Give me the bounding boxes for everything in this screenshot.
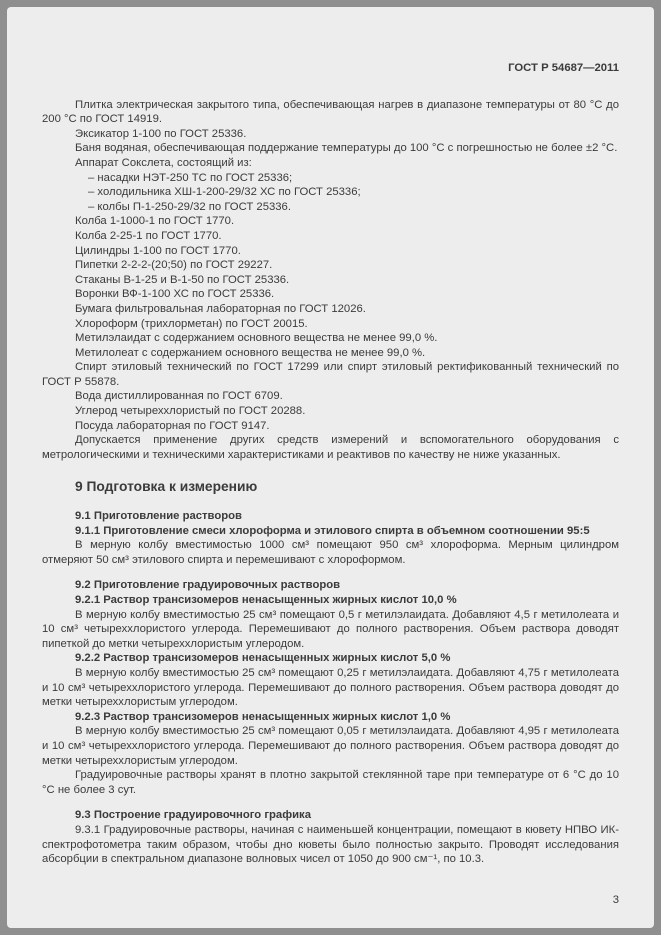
- paragraph: Метилэлаидат с содержанием основного вещества не менее 99,0 %.: [75, 332, 438, 345]
- paragraph: Градуировочные растворы хранят в плотно закрытой стеклянной таре при температуре от 6 °С до 10 °С не более 3 сут.: [42, 769, 619, 796]
- paragraph: Аппарат Сокслета, состоящий из:: [75, 156, 252, 169]
- clause-heading: 9.2.3 Раствор трансизомеров ненасыщенных жирных кислот 1,0 %: [75, 710, 451, 723]
- paragraph: В мерную колбу вместимостью 1000 см³ помещают 950 см³ хлороформа. Мерным цилиндром отмеряют 50 см³ этилового спирта и перемешивают с хлороформом.: [42, 539, 619, 566]
- clause-heading: 9.1.1 Приготовление смеси хлороформа и этилового спирта в объемном соотношении 95:5: [75, 524, 590, 537]
- paragraph: Плитка электрическая закрытого типа, обеспечивающая нагрев в диапазоне температуры от 80 °С до 200 °С по ГОСТ 14919.: [42, 98, 619, 126]
- paragraph: Эксикатор 1-100 по ГОСТ 25336.: [75, 127, 247, 140]
- paragraph: Углерод четыреххлористый по ГОСТ 20288.: [75, 405, 306, 418]
- clause-heading: 9.2.1 Раствор трансизомеров ненасыщенных жирных кислот 10,0 %: [75, 594, 457, 606]
- paragraph: Цилиндры 1-100 по ГОСТ 1770.: [75, 244, 241, 257]
- list-item: – насадки НЭТ-250 ТС по ГОСТ 25336;: [88, 171, 293, 184]
- subsection-heading: 9.2 Приготовление градуировочных растворов: [75, 579, 341, 592]
- page-content: [7, 7, 654, 867]
- paragraph: 9.3.1 Градуировочные растворы, начиная с наименьшей концентрации, помещают в кювету НПВО ИК-спектрофотометра таким образом, чтобы дно кюветы было полностью закрыто. Проводят исследования абсорбции в спектральном диапазоне волновых чисел от 1050 до 900 см⁻¹, по 10.3.: [42, 823, 619, 866]
- paragraph: Колба 2-25-1 по ГОСТ 1770.: [75, 229, 222, 242]
- subsection-heading: 9.3 Построение градуировочного графика: [75, 809, 311, 822]
- clause-heading: 9.2.2 Раствор трансизомеров ненасыщенных жирных кислот 5,0 %: [75, 652, 451, 665]
- paragraph: Вода дистиллированная по ГОСТ 6709.: [75, 390, 283, 403]
- list-item: – колбы П-1-250-29/32 по ГОСТ 25336.: [88, 200, 291, 213]
- paragraph: Баня водяная, обеспечивающая поддержание температуры до 100 °С с погрешностью не более ±2 °С.: [75, 142, 618, 155]
- paragraph: В мерную колбу вместимостью 25 см³ помещают 0,5 г метилэлаидата. Добавляют 4,5 г метилолеата и 10 см³ четыреххлористого углерода. Перемешивают до полного растворения. Объем раствора доводят пипеткой до метки четыреххлористым углеродом.: [42, 608, 619, 650]
- section-heading: 9 Подготовка к измерению: [75, 479, 258, 495]
- paragraph: В мерную колбу вместимостью 25 см³ помещают 0,25 г метилэлаидата. Добавляют 4,75 г метилолеата и 10 см³ четыреххлористого углерода. Перемешивают до полного растворения. Объем раствора доводят до метки четыреххлористым углеродом.: [42, 666, 619, 709]
- page-number: 3: [612, 894, 619, 906]
- paragraph: Посуда лабораторная по ГОСТ 9147.: [75, 419, 270, 432]
- paragraph: В мерную колбу вместимостью 25 см³ помещают 0,05 г метилэлаидата. Добавляют 4,95 г метилолеата и 10 см³ четыреххлористого углерода. Перемешивают до полного растворения. Объем раствора доводят до метки четыреххлористым углеродом.: [42, 725, 619, 767]
- paragraph: Пипетки 2-2-2-(20;50) по ГОСТ 29227.: [75, 259, 273, 272]
- paragraph: Спирт этиловый технический по ГОСТ 17299 или спирт этиловый ректификованный технический по ГОСТ Р 55878.: [42, 361, 619, 388]
- document-code: ГОСТ Р 54687—2011: [508, 62, 619, 74]
- document-page: [7, 7, 654, 928]
- paragraph: Стаканы В-1-25 и В-1-50 по ГОСТ 25336.: [75, 273, 290, 286]
- paragraph: Воронки ВФ-1-100 ХС по ГОСТ 25336.: [75, 288, 275, 301]
- subsection-heading: 9.1 Приготовление растворов: [75, 510, 243, 523]
- paragraph: Хлороформ (трихлорметан) по ГОСТ 20015.: [75, 317, 308, 330]
- paragraph: Бумага фильтровальная лабораторная по ГОСТ 12026.: [75, 302, 366, 315]
- list-item: – холодильника ХШ-1-200-29/32 ХС по ГОСТ 25336;: [88, 186, 361, 199]
- paragraph: Допускается применение других средств измерений и вспомогательного оборудования с метрологическими и техническими характеристиками и реактивов по качеству не ниже указанных.: [42, 434, 619, 461]
- paragraph: Метилолеат с содержанием основного вещества не менее 99,0 %.: [75, 346, 426, 359]
- paragraph: Колба 1-1000-1 по ГОСТ 1770.: [75, 215, 235, 228]
